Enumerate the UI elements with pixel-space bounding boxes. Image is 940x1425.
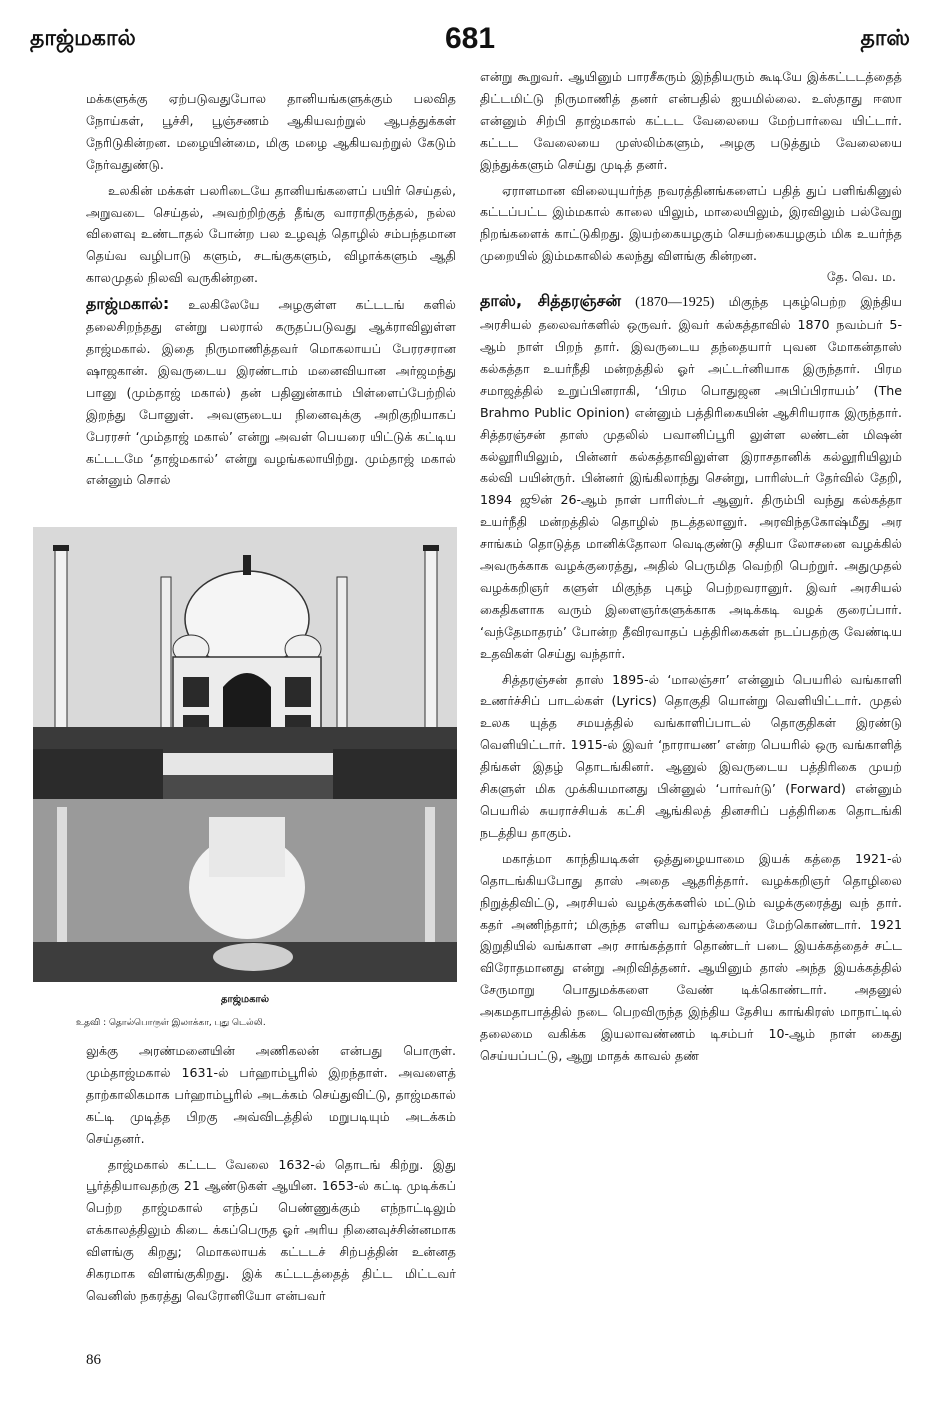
photo-caption: தாஜ்மகால் (220, 994, 270, 1005)
tajmahal-photo (33, 527, 457, 982)
entry-body: உலகிலேயே அழகுள்ள கட்டடங் களில் தலைசிறந்தது என்று பலரால் கருதப்படுவது ஆக்ராவிலுள்ள தாஜ்மகால். இதை நிருமாணித்தவர் மொகலாயப் பேரரசரான ஷாஜகான். இவருடைய இரண்டாம் மனைவியான அர்ஜமந்து பானு (மும்தாஜ் மகால்) தன் பதினுன்காம் பிள்ளைப்பேற்றில் இறந்து போனுள். அவளுடைய நினைவுக்கு அறிகுறியாகப் பேரரசர் ‘மும்தாஜ் மகால்’ என்று அவள் பெயரை யிட்டுக் கட்டிய கட்டடமே ‘தாஜ்மகால்’ என்று வழங்கலாயிற்று. மும்தாஜ் மகால் என்னும் சொல் (86, 297, 456, 488)
paragraph: என்று கூறுவர். ஆயினும் பாரசீகரும் இந்தியரும் கூடியே இக்கட்டடத்தைத் திட்டமிட்டு நிருமாணித் தனர் என்பதில் ஐயமில்லை. உஸ்தாது ஈஸா என்னும் சிற்பி தாஜ்மகால் கட்டட வேலையை மேற்பார்வை யிட்டார். கட்டட வேலையை முஸ்லிம்களும், அழகு படுத்தும் வேலையை இந்துக்களும் செய்து முடித் தனர். (480, 69, 902, 172)
paragraph: மகாத்மா காந்தியடிகள் ஒத்துழையாமை இயக் கத்தை 1921-ல் தொடங்கியபோது தாஸ் அதை ஆதரித்தார். வழக்கறிஞர் தொழிலை நிறுத்திவிட்டு, அரசியல் வழக்குக்களில் மட்டும் வழக்குரைத்து வந் தார். கதர் அணிந்தார்; மிகுந்த எளிய வாழ்க்கையை மேற்கொண்டார். 1921 இறுதியில் வங்காள அர சாங்கத்தார் தொண்டர் படை இயக்கத்தைச் சட்ட விரோதமானது என்று அறிவித்தனர். ஆயினும் தாஸ் அந்த இயக்கத்தில் சேருமாறு பொதுமக்களை வேண் டிக்கொண்டார். அதனுல் அகமதாபாத்தில் நடை பெறவிருந்த இந்திய தேசிய காங்கிரஸ் மாநாட்டில் தலைமை வகிக்க இயலாவண்ணம் டிசம்பர் 10-ஆம் நாள் கைது செய்யப்பட்டு, ஆறு மாதக் காவல் தண் (480, 850, 902, 1063)
paragraph: சித்தரஞ்சன் தாஸ் 1895-ல் ‘மாலஞ்சா’ என்னும் பெயரில் வங்காளி உணர்ச்சிப் பாடல்கள் (Lyrics) தொகுதி யொன்று வெளியிட்டார். முதல் உலக யுத்த சமயத்தில் வங்காளிப்பாடல் தொகுதிகள் இரண்டு வெளியிட்டார். 1915-ல் இவர் ‘நாராயண’ என்ற பெயரில் ஒரு வங்காளித் திங்கள் இதழ் தொடங்கினர். ஆனுல் இவருடைய பத்திரிகை முயற் சிகளுள் மிக முக்கியமானது பின்னுல் ‘பார்வர்டு’ (Forward) என்னும் பெயரில் சுயராச்சியக் கட்சி ஆங்கிலத் தினசரிப் பத்திரிகை தொடங்கி நடத்திய தாகும். (480, 671, 902, 840)
tajmahal-photo-image (33, 527, 457, 982)
running-header (0, 22, 940, 66)
paragraph: உலகின் மக்கள் பலரிடையே தானியங்களைப் பயிர் செய்தல், அறுவடை செய்தல், அவற்றிற்குத் தீங்கு வாராதிருத்தல், நல்ல விளைவு உண்டாதல் போன்ற பல உழவுத் தொழில் சம்பந்தமான தெய்வ வழிபாடு களும், சடங்குகளும், விழாக்களும் ஆதி காலமுதல் நிலவி வருகின்றன. (86, 182, 456, 286)
header-left-keyword: தாஜ்மகால் (30, 26, 136, 51)
right-column (480, 66, 902, 1071)
entry-dates: (1870—1925) (635, 295, 715, 311)
paragraph: மக்களுக்கு ஏற்படுவதுபோல தானியங்களுக்கும் பலவித நோய்கள், பூச்சி, பூஞ்சணம் ஆகியவற்றுல் ஆபத்துக்கள் நேரிடுகின்றன. மழையின்மை, மிகு மழை ஆகியவற்றுல் கேடும் நேர்வதுண்டு. (86, 91, 456, 172)
paragraph: லுக்கு அரண்மனையின் அணிகலன் என்பது பொருள். மும்தாஜ்மகால் 1631-ல் பர்ஹாம்பூரில் இறந்தாள். அவளைத் தாற்காலிகமாக பர்ஹாம்பூரில் அடக்கம் செய்துவிட்டு, தாஜ்மகால் கட்டி முடித்த பிறகு அவ்விடத்தில் மறுபடியும் அடக்கம் செய்தனர். (86, 1043, 456, 1146)
left-column-bottom (86, 1040, 456, 1311)
left-column-top (86, 88, 456, 495)
paragraph: ஏராளமான விலையுயர்ந்த நவரத்தினங்களைப் பதித் துப் பளிங்கினுல் கட்டப்பட்ட இம்மகால் காலை யிலும், மாலையிலும், இரவிலும் பல்வேறு நிறங்களைக் காட்டுகிறது. இயற்கையழகும் செயற்கையழகும் மிக உயர்ந்த முறையில் இம்மகாலில் கலந்து விளங்கு கின்றன. (480, 182, 902, 264)
entry-paragraph-tajmahal (86, 293, 456, 491)
entry-body: மிகுந்த புகழ்பெற்ற இந்திய அரசியல் தலைவர்களில் ஒருவர். இவர் கல்கத்தாவில் 1870 நவம்பர் 5-ஆம் நாள் பிறந் தார். இவருடைய தந்தையார் புவன மோகன்தாஸ் கல்கத்தா உயர்நீதி மன்றத்தில் ஓர் அட்டர்னியாக இருந்தார். பிரம சமாஜத்தில் உறுப்பினராகி, ‘பிரம பொதுஜன அபிப்பிராயம்’ (The Brahmo Public Opinion) என்னும் பத்திரிகையின் ஆசிரியராக இருந்தார். சித்தரஞ்சன் தாஸ் முதலில் பவானிப்பூரி லுள்ள லண்டன் மிஷன் கல்லூரியிலும், பின்னர் கல்கத்தாவிலுள்ள இராசதானிக் கல்லூரியிலும் கல்வி பயின்ருர். பின்னர் இங்கிலாந்து சென்று, பாரிஸ்டர் தேர்வில் தேறி, 1894 ஜூன் 26-ஆம் நாள் பாரிஸ்டர் ஆனுர். திரும்பி வந்து கல்கத்தா உயர்நீதி மன்றத்தில் தொழில் நடத்தலானுர். அரவிந்தகோஷ்மீது அர சாங்கம் தொடுத்த மானிக்தோலா வெடிகுண்டு சதியா லோசனை வழக்கில் அவருக்காக வழக்குரைத்து, அதில் பெருமித வெற்றி பெற்றுர். அதுமுதல் வழக்கறிஞர் களுள் மிகுந்த புகழ் பெற்றவரானுர். இவர் அரசியல் கைதிகளாக வரும் இளைஞர்களுக்காக அடிக்கடி வழக் குரைப்பார். ‘வந்தேமாதரம்’ போன்ற தீவிரவாதப் பத்திரிகைகள் நடப்பதற்கு வேண்டிய உதவிகள் செய்து வந்தார். (480, 294, 902, 661)
header-right-keyword: தாஸ் (860, 26, 910, 51)
author-signature: தே. வெ. ம. (826, 269, 896, 285)
paragraph: தாஜ்மகால் கட்டட வேலை 1632-ல் தொடங் கிற்று. இது பூர்த்தியாவதற்கு 21 ஆண்டுகள் ஆயின. 1653-ல் கட்டி முடிக்கப் பெற்ற தாஜ்மகால் எந்தப் பெண்ணுக்கும் எந்நாட்டிலும் எக்காலத்திலும் கிடை க்கப்பெருத ஓர் அரிய நினைவுச்சின்னமாக விளங்கு கிறது; மொகலாயக் கட்டடச் சிற்பத்தின் உன்னத சிகரமாக விளங்குகிறது. இக் கட்டடத்தைத் திட்ட மிட்டவர் வெனிஸ் நகரத்து வெரோனியோ என்பவர் (86, 1156, 456, 1303)
entry-paragraph-das (480, 290, 902, 664)
entry-heading-das: தாஸ், சித்தரஞ்சன் (480, 291, 621, 311)
page-number: 681 (444, 22, 496, 55)
photo-credit: உதவி : தொல்பொருள் இலாக்கா, புது டெல்லி. (76, 1018, 266, 1028)
folio-number: 86 (86, 1352, 101, 1368)
entry-heading-tajmahal: தாஜ்மகால்: (86, 294, 170, 314)
